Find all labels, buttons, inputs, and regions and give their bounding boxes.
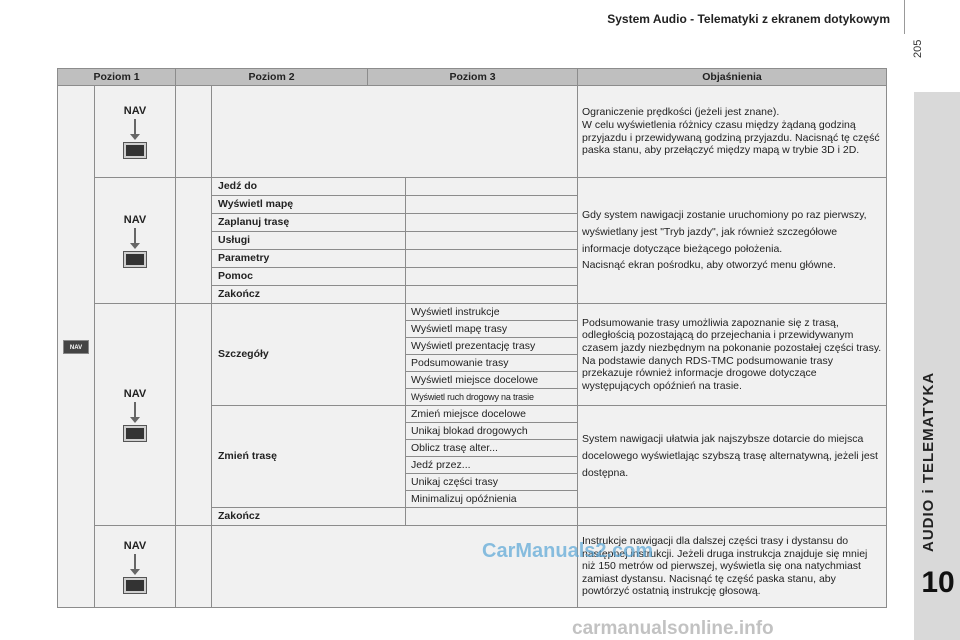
page-header-title: System Audio - Telematyki z ekranem dotykowym [607, 12, 890, 26]
nav-button-icon: NAV [63, 340, 89, 354]
empty-cell [212, 526, 578, 608]
empty-cell [406, 508, 578, 526]
empty-cell [406, 250, 578, 268]
watermark: carmanualsonline.info [572, 618, 774, 639]
description-cell: Gdy system nawigacji zostanie uruchomiony po raz pierwszy, wyświetlany jest "Tryb jazdy", jak również szczegółowe informacje dotyczące bieżącego położenia. Nacisnąć ekran pośrodku, aby otworzyć menu główne. [578, 178, 887, 304]
side-tab-label: AUDIO i TELEMATYKA [920, 371, 937, 552]
level1-cell [58, 86, 95, 608]
menu-item: Zaplanuj trasę [212, 214, 406, 232]
page-number: 205 [912, 39, 924, 58]
empty-cell [406, 196, 578, 214]
menu-item: Jedź do [212, 178, 406, 196]
navigation-menu-table [57, 68, 887, 608]
submenu-item: Wyświetl prezentację trasy [406, 338, 578, 355]
empty-cell [176, 178, 212, 304]
nav-label: NAV [123, 213, 147, 226]
arrow-down-icon [134, 554, 136, 570]
nav-step-cell [95, 178, 176, 304]
screen-icon [124, 426, 146, 441]
submenu-item: Minimalizuj opóźnienia [406, 491, 578, 508]
menu-item: Pomoc [212, 268, 406, 286]
description-cell: System nawigacji ułatwia jak najszybsze dotarcie do miejsca docelowego wyświetlając szybszą trasę alternatywną, jeżeli jest dostępna. [578, 406, 887, 508]
table-header-row [58, 69, 887, 86]
menu-item: Usługi [212, 232, 406, 250]
empty-cell [212, 86, 578, 178]
menu-item: Zakończ [212, 286, 406, 304]
submenu-item: Wyświetl mapę trasy [406, 321, 578, 338]
arrow-down-icon [134, 402, 136, 418]
header-divider [904, 0, 905, 34]
screen-icon [124, 143, 146, 158]
submenu-item: Jedź przez... [406, 457, 578, 474]
nav-step-cell [95, 86, 176, 178]
menu-item-details: Szczegóły [212, 304, 406, 406]
submenu-item: Zmień miejsce docelowe [406, 406, 578, 423]
empty-cell [406, 178, 578, 196]
submenu-item: Wyświetl instrukcje [406, 304, 578, 321]
menu-item: Parametry [212, 250, 406, 268]
nav-step-cell [95, 304, 176, 526]
description-cell: Instrukcje nawigacji dla dalszej części trasy i dystansu do następnej instrukcji. Jeżeli druga instrukcja znajduje się mniej niż 150 metrów od pierwszej, wyświetla się ona natychmiast zamiast dystansu. Nacisnąć tę część paska stanu, aby powtórzyć ostatnią instrukcję głosową. [578, 526, 887, 608]
empty-cell [176, 304, 212, 526]
submenu-item: Unikaj blokad drogowych [406, 423, 578, 440]
description-cell: Ograniczenie prędkości (jeżeli jest znane). W celu wyświetlenia różnicy czasu między żądaną godziną przyjazdu i przewidywaną godziną przyjazdu. Nacisnąć tę część paska stanu, aby przełączyć między mapą w trybie 3D i 2D. [578, 86, 887, 178]
description-cell: Podsumowanie trasy umożliwia zapoznanie się z trasą, odległością pozostającą do przejechania i przewidywanym czasem jazdy niezbędnym na pokonanie pozostałej części trasy. Na podstawie danych RDS-TMC podsumowanie trasy przekazuje również informacje drogowe dotyczące występujących opóźnień na trasie. [578, 304, 887, 406]
menu-item-change-route: Zmień trasę [212, 406, 406, 508]
empty-cell [406, 232, 578, 250]
empty-cell [176, 526, 212, 608]
empty-cell [406, 268, 578, 286]
screen-icon [124, 252, 146, 267]
empty-cell [406, 286, 578, 304]
arrow-down-icon [134, 228, 136, 244]
table-row [58, 178, 887, 196]
submenu-item: Oblicz trasę alter... [406, 440, 578, 457]
empty-cell [406, 214, 578, 232]
submenu-item: Wyświetl ruch drogowy na trasie [406, 389, 578, 406]
nav-label: NAV [123, 387, 147, 400]
nav-label: NAV [123, 104, 147, 117]
submenu-item: Unikaj części trasy [406, 474, 578, 491]
column-header: Poziom 2 [176, 69, 368, 86]
arrow-down-icon [134, 119, 136, 135]
chapter-number: 10 [921, 566, 955, 599]
empty-cell [176, 86, 212, 178]
menu-item: Wyświetl mapę [212, 196, 406, 214]
column-header: Poziom 1 [58, 69, 176, 86]
table-row [58, 304, 887, 321]
watermark: CarManuals2.com [482, 540, 654, 562]
screen-icon [124, 578, 146, 593]
nav-step-cell [95, 526, 176, 608]
submenu-item: Wyświetl miejsce docelowe [406, 372, 578, 389]
table-row [58, 526, 887, 608]
menu-item: Zakończ [212, 508, 406, 526]
empty-cell [578, 508, 887, 526]
side-tab [914, 92, 960, 640]
column-header: Poziom 3 [368, 69, 578, 86]
table-row [58, 86, 887, 178]
nav-label: NAV [123, 539, 147, 552]
submenu-item: Podsumowanie trasy [406, 355, 578, 372]
column-header: Objaśnienia [578, 69, 887, 86]
